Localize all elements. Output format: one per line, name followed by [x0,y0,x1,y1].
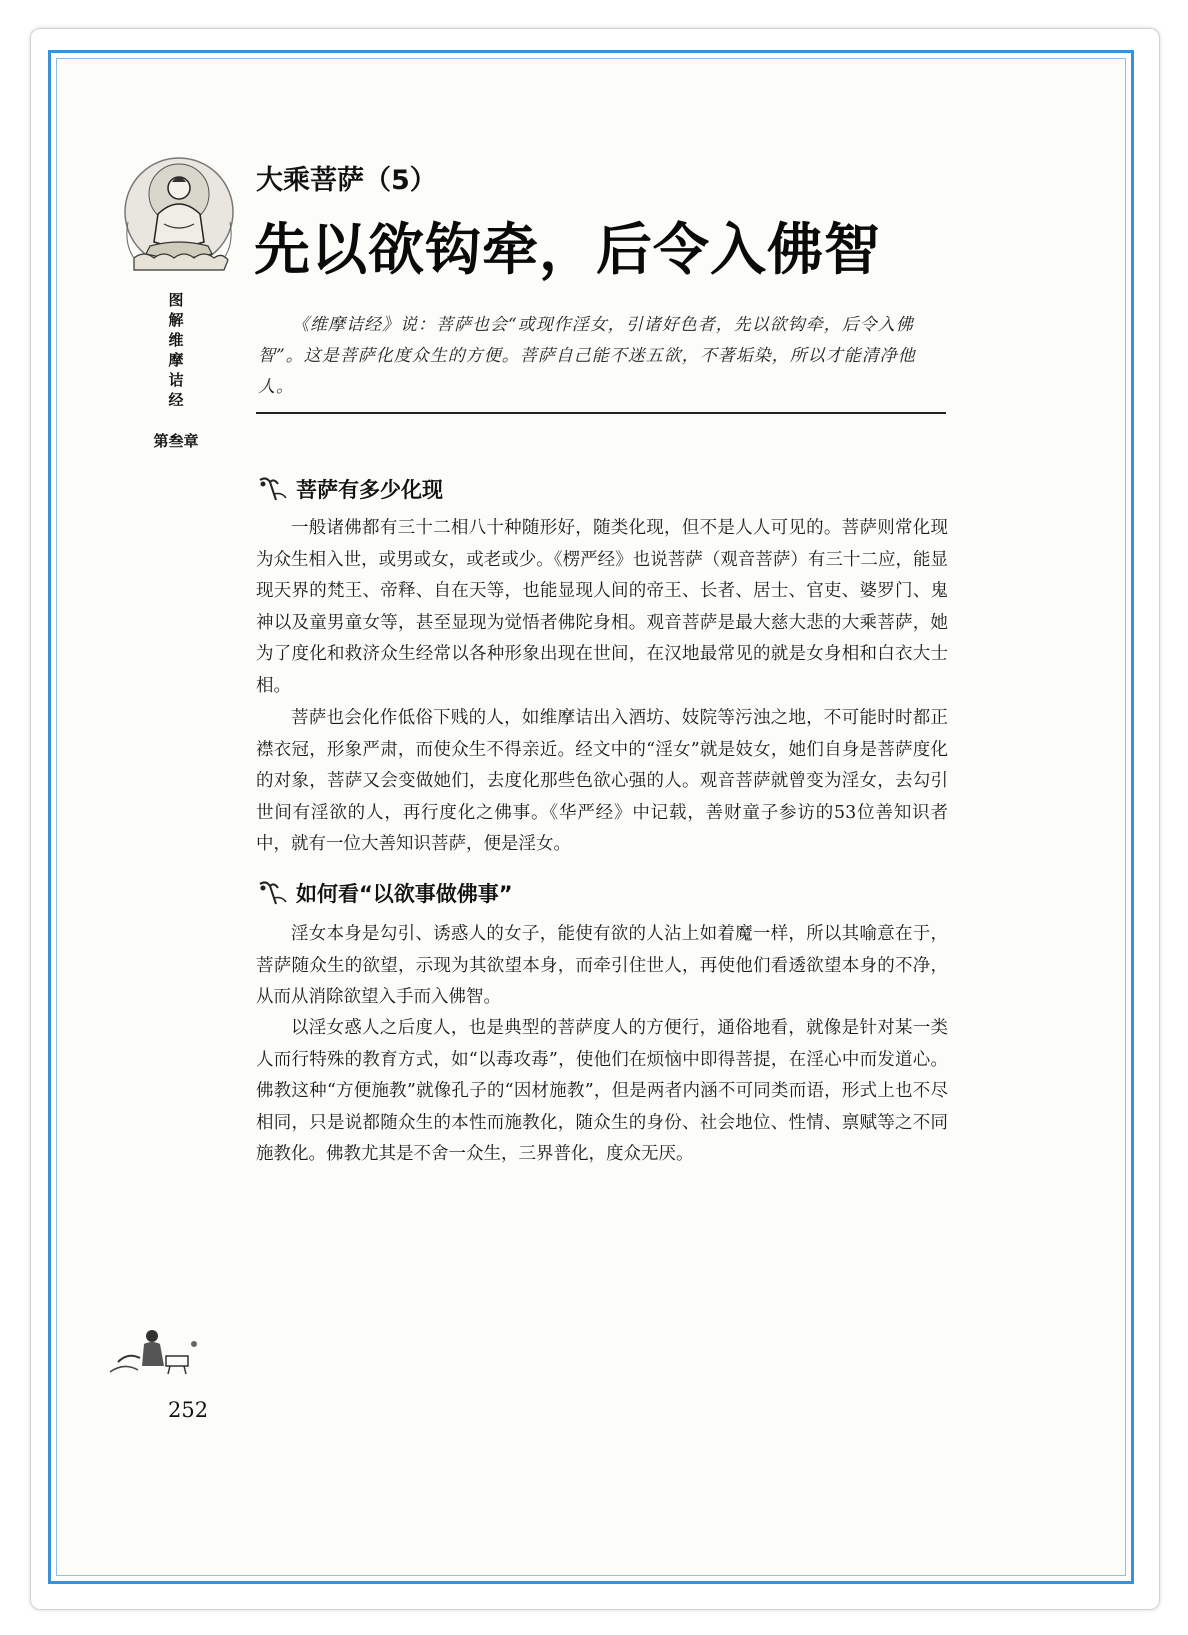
book-title-vertical [163,290,189,410]
paragraph: 以淫女惑人之后度人，也是典型的菩萨度人的方便行，通俗地看，就像是针对某一类人而行特殊的教育方式，如“以毒攻毒”，使他们在烦恼中即得菩提，在淫心中而发道心。佛教这种“方便施教”就像孔子的“因材施教”，但是两者内涵不可同类而语，形式上也不尽相同，只是说都随众生的本性而施教化，随众生的身份、社会地位、性情、禀赋等之不同施教化。佛教尤其是不舍一众生，三界普化，度众无厌。 [256,1018,948,1164]
book-title-char: 摩 [168,351,184,369]
paragraph: 菩萨也会化作低俗下贱的人，如维摩诘出入酒坊、妓院等污浊之地，不可能时时都正襟衣冠，形象严肃，而使众生不得亲近。经文中的“淫女”就是妓女，她们自身是菩萨度化的对象，菩萨又会变做她们，去度化那些色欲心强的人。观音菩萨就曾变为淫女，去勾引世间有淫欲的人，再行度化之佛事。《华严经》中记载，善财童子参访的53位善知识者中，就有一位大善知识菩萨，便是淫女。 [256,708,948,854]
section-heading-text: 如何看“以欲事做佛事” [296,882,513,906]
buddha-emblem-icon [120,154,238,284]
book-title-char: 经 [168,391,184,409]
book-title-char: 诘 [168,371,184,389]
intro-quote: 《维摩诘经》说：菩萨也会“或现作淫女，引诸好色者，先以欲钩牵，后令入佛智”。这是菩萨化度众生的方便。菩萨自己能不迷五欲，不著垢染，所以才能清净他人。 [258,315,916,397]
book-title-char: 图 [168,291,184,309]
section-heading-1 [256,474,443,504]
paragraph: 淫女本身是勾引、诱惑人的女子，能使有欲的人沾上如着魔一样，所以其喻意在于，菩萨随众生的欲望，示现为其欲望本身，而牵引住世人，再使他们看透欲望本身的不净，从而从消除欲望入手而入佛智。 [256,924,948,1007]
book-title-char: 维 [168,331,184,349]
book-title-char: 解 [168,311,184,329]
book-page [58,60,1124,1574]
section-heading-text: 菩萨有多少化现 [296,478,443,502]
page-number: 252 [168,1398,209,1422]
chapter-label: 第叁章 [153,432,199,450]
section-subtitle: 大乘菩萨（5） [256,165,437,196]
scholar-figurine-icon [104,1322,208,1378]
paragraph: 一般诸佛都有三十二相八十种随形好，随类化现，但不是人人可见的。菩萨则常化现为众生相入世，或男或女，或老或少。《楞严经》也说菩萨（观音菩萨）有三十二应，能显现天界的梵王、帝释、自在天等，也能显现人间的帝王、长者、居士、官吏、婆罗门、鬼神以及童男童女等，甚至显现为觉悟者佛陀身相。观音菩萨是最大慈大悲的大乘菩萨，她为了度化和救济众生经常以各种形象出现在世间，在汉地最常见的就是女身相和白衣大士相。 [256,518,948,696]
page-title: 先以欲钩牵，后令入佛智 [254,218,881,283]
lotus-sprig-icon [256,878,290,908]
section-heading-2 [256,878,513,908]
divider [256,412,946,414]
lotus-sprig-icon [256,474,290,504]
